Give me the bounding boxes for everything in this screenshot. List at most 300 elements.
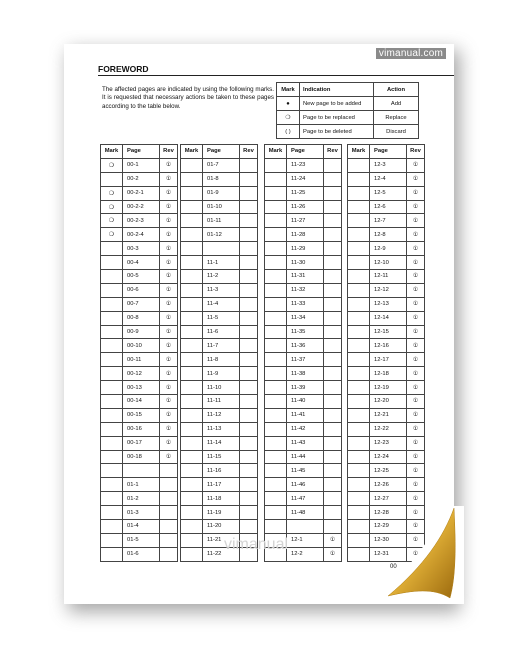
cell-mark (265, 464, 287, 478)
cell-mark: ❍ (101, 228, 123, 242)
cell-page: 12-11 (370, 270, 407, 284)
cell-page: 11-47 (287, 492, 324, 506)
table-row (181, 478, 258, 492)
table-row (101, 533, 178, 547)
cell-rev: ① (407, 422, 425, 436)
cell-page: 11-10 (203, 381, 240, 395)
cell-rev (240, 214, 258, 228)
table-row (348, 450, 425, 464)
cell-rev: ① (160, 436, 178, 450)
cell-mark (181, 492, 203, 506)
cell-mark (181, 353, 203, 367)
cell-mark (101, 270, 123, 284)
cell-mark (348, 283, 370, 297)
cell-rev: ① (160, 256, 178, 270)
cell-page: 01-9 (203, 186, 240, 200)
cell-mark (348, 547, 370, 561)
cell-mark (348, 242, 370, 256)
cell-page: 00-5 (123, 270, 160, 284)
cell-mark (348, 520, 370, 534)
cell-mark (181, 283, 203, 297)
table-row (101, 464, 178, 478)
cell-page: 01-10 (203, 200, 240, 214)
cell-rev (324, 311, 342, 325)
cell-mark (265, 367, 287, 381)
legend-indication: Page to be deleted (300, 125, 374, 139)
table-row (101, 339, 178, 353)
table-row (348, 325, 425, 339)
legend-header-mark: Mark (277, 83, 300, 97)
table-row (181, 172, 258, 186)
cell-page: 12-17 (370, 353, 407, 367)
cell-mark (181, 186, 203, 200)
cell-rev: ① (160, 172, 178, 186)
cell-rev (240, 228, 258, 242)
table-row (101, 436, 178, 450)
table-row (348, 214, 425, 228)
cell-page: 12-6 (370, 200, 407, 214)
table-row (348, 464, 425, 478)
cell-page: 11-17 (203, 478, 240, 492)
cell-rev: ① (160, 422, 178, 436)
table-row (348, 186, 425, 200)
cell-rev: ① (160, 186, 178, 200)
cell-rev (240, 395, 258, 409)
cell-mark (265, 436, 287, 450)
cell-mark (348, 408, 370, 422)
cell-page: 11-4 (203, 297, 240, 311)
cell-page: 00-2-4 (123, 228, 160, 242)
page-list-column-2 (180, 144, 258, 562)
table-row (181, 158, 258, 172)
cell-mark (101, 242, 123, 256)
cell-page: 11-11 (203, 395, 240, 409)
cell-mark (181, 367, 203, 381)
cell-page: 00-8 (123, 311, 160, 325)
cell-page: 12-22 (370, 422, 407, 436)
list-header-page: Page (203, 145, 240, 159)
cell-page: 11-35 (287, 325, 324, 339)
cell-page: 00-11 (123, 353, 160, 367)
cell-page: 11-12 (203, 408, 240, 422)
watermark-bottom: vimanual (224, 536, 289, 553)
table-row (348, 339, 425, 353)
list-header-page: Page (123, 145, 160, 159)
cell-rev: ① (160, 214, 178, 228)
cell-rev (240, 422, 258, 436)
cell-rev: ① (407, 506, 425, 520)
list-header-row (348, 145, 425, 159)
cell-page: 11-44 (287, 450, 324, 464)
cell-page: 11-21 (203, 533, 240, 547)
cell-rev: ① (407, 311, 425, 325)
cell-page: 12-19 (370, 381, 407, 395)
table-row (181, 270, 258, 284)
cell-rev (160, 520, 178, 534)
list-header-mark: Mark (265, 145, 287, 159)
cell-rev (324, 408, 342, 422)
table-row (101, 214, 178, 228)
cell-page: 11-45 (287, 464, 324, 478)
cell-page: 11-13 (203, 422, 240, 436)
cell-page: 00-7 (123, 297, 160, 311)
cell-page (287, 520, 324, 534)
table-row (101, 270, 178, 284)
cell-mark (348, 450, 370, 464)
cell-mark (181, 311, 203, 325)
legend-mark: ( ) (277, 125, 300, 139)
cell-page: 11-26 (287, 200, 324, 214)
cell-rev: ① (160, 283, 178, 297)
legend-action: Add (374, 97, 419, 111)
cell-mark (181, 408, 203, 422)
cell-rev: ① (160, 325, 178, 339)
cell-rev: ① (407, 450, 425, 464)
cell-page: 12-25 (370, 464, 407, 478)
table-row (181, 395, 258, 409)
cell-rev (240, 436, 258, 450)
cell-page: 01-1 (123, 478, 160, 492)
cell-page: 00-13 (123, 381, 160, 395)
cell-mark (181, 422, 203, 436)
cell-rev (240, 367, 258, 381)
table-row (101, 450, 178, 464)
cell-mark (181, 520, 203, 534)
cell-rev (240, 270, 258, 284)
cell-mark (181, 297, 203, 311)
cell-rev (240, 492, 258, 506)
table-row (101, 186, 178, 200)
cell-page: 00-10 (123, 339, 160, 353)
cell-mark (265, 353, 287, 367)
cell-rev (324, 297, 342, 311)
table-row (181, 520, 258, 534)
cell-page: 00-1 (123, 158, 160, 172)
cell-rev: ① (407, 408, 425, 422)
table-row (101, 408, 178, 422)
cell-rev: ① (407, 464, 425, 478)
cell-rev (324, 270, 342, 284)
cell-page: 12-24 (370, 450, 407, 464)
table-row (348, 478, 425, 492)
cell-mark (181, 242, 203, 256)
cell-rev: ① (160, 297, 178, 311)
cell-page: 12-8 (370, 228, 407, 242)
cell-mark (348, 339, 370, 353)
cell-page: 00-16 (123, 422, 160, 436)
cell-mark (265, 492, 287, 506)
cell-rev (240, 256, 258, 270)
table-row (181, 339, 258, 353)
cell-rev: ① (160, 353, 178, 367)
table-row (181, 381, 258, 395)
legend-header-action: Action (374, 83, 419, 97)
cell-rev (324, 214, 342, 228)
cell-rev (324, 367, 342, 381)
cell-mark (181, 270, 203, 284)
table-row (181, 353, 258, 367)
legend-indication: Page to be replaced (300, 111, 374, 125)
cell-mark (265, 270, 287, 284)
intro-paragraph: The affected pages are indicated by using the following marks. It is requested that necessary actions be taken to these pages according to the table below. (102, 86, 274, 110)
cell-rev (324, 422, 342, 436)
cell-rev (324, 506, 342, 520)
cell-page: 00-9 (123, 325, 160, 339)
cell-page: 12-31 (370, 547, 407, 561)
cell-mark (265, 228, 287, 242)
cell-page: 12-3 (370, 158, 407, 172)
cell-page: 01-12 (203, 228, 240, 242)
cell-page: 01-2 (123, 492, 160, 506)
cell-rev (324, 186, 342, 200)
cell-page: 00-2-1 (123, 186, 160, 200)
cell-rev: ① (407, 158, 425, 172)
cell-mark (265, 256, 287, 270)
cell-page: 11-18 (203, 492, 240, 506)
cell-page: 01-7 (203, 158, 240, 172)
cell-rev (240, 381, 258, 395)
cell-page: 12-26 (370, 478, 407, 492)
table-row (265, 478, 342, 492)
cell-mark (348, 158, 370, 172)
cell-page: 11-36 (287, 339, 324, 353)
cell-mark (101, 422, 123, 436)
cell-rev: ① (407, 256, 425, 270)
cell-page: 11-15 (203, 450, 240, 464)
page-list-column-1 (100, 144, 178, 562)
table-row (101, 297, 178, 311)
cell-rev: ① (407, 297, 425, 311)
cell-rev: ① (407, 353, 425, 367)
table-row (265, 228, 342, 242)
table-row (181, 492, 258, 506)
cell-page: 01-8 (203, 172, 240, 186)
cell-page: 11-41 (287, 408, 324, 422)
cell-mark (265, 172, 287, 186)
cell-mark (101, 520, 123, 534)
cell-mark (348, 367, 370, 381)
table-row (181, 228, 258, 242)
cell-page: 00-15 (123, 408, 160, 422)
table-row (101, 158, 178, 172)
legend-indication: New page to be added (300, 97, 374, 111)
table-row (181, 408, 258, 422)
cell-mark (101, 506, 123, 520)
cell-page: 11-6 (203, 325, 240, 339)
legend-header-indication: Indication (300, 83, 374, 97)
cell-rev: ① (407, 367, 425, 381)
cell-page: 11-3 (203, 283, 240, 297)
cell-page: 11-7 (203, 339, 240, 353)
cell-mark (348, 214, 370, 228)
cell-rev: ① (160, 311, 178, 325)
cell-rev: ① (160, 200, 178, 214)
cell-page: 11-48 (287, 506, 324, 520)
cell-rev: ① (407, 381, 425, 395)
cell-mark (101, 172, 123, 186)
cell-page: 12-15 (370, 325, 407, 339)
cell-rev (240, 242, 258, 256)
list-header-rev: Rev (160, 145, 178, 159)
cell-mark (101, 478, 123, 492)
cell-rev (240, 464, 258, 478)
table-row (101, 311, 178, 325)
table-row (348, 297, 425, 311)
list-header-mark: Mark (348, 145, 370, 159)
cell-page: 00-12 (123, 367, 160, 381)
table-row (101, 520, 178, 534)
table-row (265, 311, 342, 325)
cell-page: 11-23 (287, 158, 324, 172)
table-row (101, 242, 178, 256)
cell-page: 00-17 (123, 436, 160, 450)
cell-mark: ❍ (101, 158, 123, 172)
cell-mark (181, 228, 203, 242)
cell-rev: ① (160, 228, 178, 242)
cell-rev: ① (407, 533, 425, 547)
table-row (181, 464, 258, 478)
cell-rev: ① (407, 339, 425, 353)
cell-rev (324, 172, 342, 186)
cell-page: 11-9 (203, 367, 240, 381)
cell-mark (265, 297, 287, 311)
cell-mark (265, 242, 287, 256)
cell-rev (324, 520, 342, 534)
table-row (265, 506, 342, 520)
table-row (265, 520, 342, 534)
cell-page: 12-9 (370, 242, 407, 256)
cell-mark (101, 464, 123, 478)
table-row (265, 422, 342, 436)
cell-mark (348, 172, 370, 186)
cell-rev (240, 158, 258, 172)
cell-page: 11-20 (203, 520, 240, 534)
page-curl-icon (384, 506, 464, 606)
cell-rev (324, 478, 342, 492)
cell-page: 11-22 (203, 547, 240, 561)
cell-mark (181, 172, 203, 186)
table-row (265, 395, 342, 409)
table-row (348, 242, 425, 256)
table-row (181, 283, 258, 297)
cell-mark (265, 450, 287, 464)
cell-rev (324, 228, 342, 242)
cell-page: 11-32 (287, 283, 324, 297)
table-row (265, 214, 342, 228)
cell-rev (240, 520, 258, 534)
table-row (181, 450, 258, 464)
table-row (265, 270, 342, 284)
cell-mark (181, 395, 203, 409)
cell-page: 12-29 (370, 520, 407, 534)
cell-page: 11-16 (203, 464, 240, 478)
cell-rev (240, 506, 258, 520)
cell-mark (265, 408, 287, 422)
table-row (265, 256, 342, 270)
cell-mark (101, 297, 123, 311)
cell-mark (181, 450, 203, 464)
cell-page: 12-30 (370, 533, 407, 547)
cell-rev: ① (160, 367, 178, 381)
cell-page: 12-7 (370, 214, 407, 228)
table-row (181, 242, 258, 256)
table-row (265, 492, 342, 506)
table-row (265, 200, 342, 214)
cell-mark (348, 311, 370, 325)
table-row (265, 450, 342, 464)
cell-rev: ① (407, 214, 425, 228)
cell-page: 01-11 (203, 214, 240, 228)
cell-page: 01-4 (123, 520, 160, 534)
cell-mark (348, 533, 370, 547)
cell-mark (101, 256, 123, 270)
cell-mark (265, 478, 287, 492)
table-row (348, 422, 425, 436)
cell-page: 12-27 (370, 492, 407, 506)
cell-page: 11-39 (287, 381, 324, 395)
cell-rev: ① (407, 283, 425, 297)
cell-rev (324, 242, 342, 256)
cell-mark (181, 464, 203, 478)
cell-mark (181, 339, 203, 353)
cell-mark: ❍ (101, 214, 123, 228)
table-row (265, 172, 342, 186)
cell-page (203, 242, 240, 256)
cell-page: 11-24 (287, 172, 324, 186)
cell-mark (348, 270, 370, 284)
cell-rev: ① (160, 242, 178, 256)
cell-rev (324, 200, 342, 214)
list-header-row (101, 145, 178, 159)
cell-page: 11-29 (287, 242, 324, 256)
cell-page: 12-13 (370, 297, 407, 311)
cell-page: 11-14 (203, 436, 240, 450)
cell-rev (160, 478, 178, 492)
table-row (101, 228, 178, 242)
cell-mark (181, 436, 203, 450)
cell-page: 12-2 (287, 547, 324, 561)
cell-mark (265, 200, 287, 214)
legend-header-row (277, 83, 419, 97)
cell-rev (240, 339, 258, 353)
table-row (265, 408, 342, 422)
cell-rev (240, 311, 258, 325)
cell-mark (101, 533, 123, 547)
cell-mark (348, 436, 370, 450)
table-row (265, 242, 342, 256)
list-header-row (181, 145, 258, 159)
table-row (265, 353, 342, 367)
cell-page: 11-2 (203, 270, 240, 284)
cell-rev: ① (407, 186, 425, 200)
table-row (265, 325, 342, 339)
cell-rev (160, 547, 178, 561)
cell-mark (348, 297, 370, 311)
table-row (101, 353, 178, 367)
cell-mark (181, 533, 203, 547)
cell-page: 12-12 (370, 283, 407, 297)
cell-rev (240, 200, 258, 214)
cell-page: 12-5 (370, 186, 407, 200)
cell-rev: ① (160, 395, 178, 409)
table-row (181, 256, 258, 270)
cell-page: 12-14 (370, 311, 407, 325)
cell-rev: ① (407, 172, 425, 186)
cell-page: 12-10 (370, 256, 407, 270)
cell-mark (101, 353, 123, 367)
cell-mark (348, 492, 370, 506)
table-row (181, 200, 258, 214)
